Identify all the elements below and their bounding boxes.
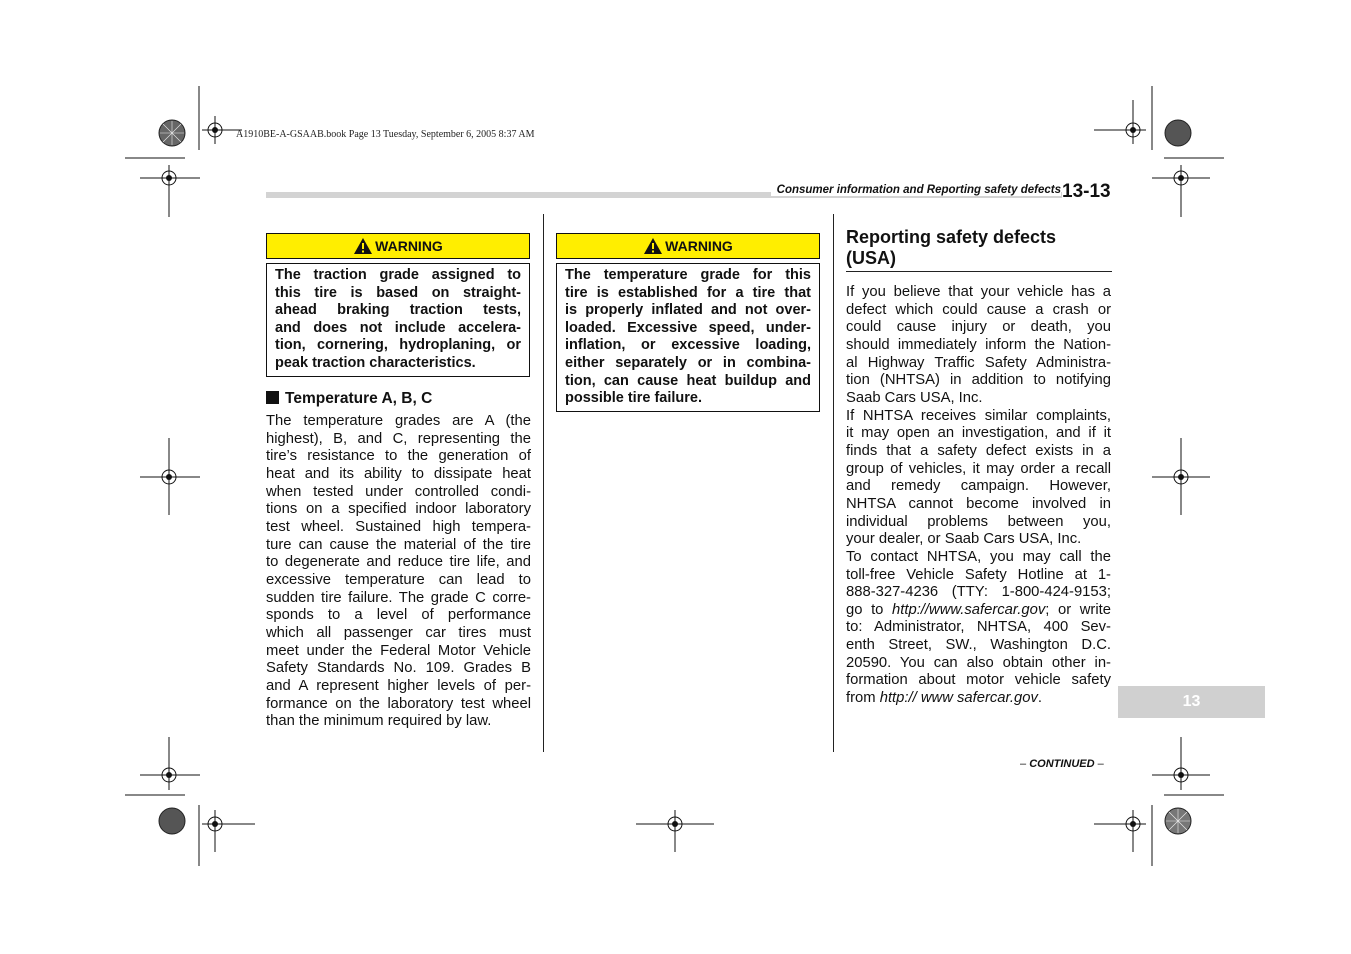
- text-line: test wheel. Sustained high tempera-: [266, 518, 531, 535]
- text-line: is properly inflated and not over-: [565, 302, 811, 319]
- warning-label: WARNING: [375, 238, 443, 254]
- text-line: NHTSA cannot become involved in: [846, 495, 1111, 512]
- text-line: loaded. Excessive speed, under-: [565, 319, 811, 336]
- text-line-url: [846, 690, 1111, 708]
- dash: –: [1020, 758, 1030, 770]
- title-line: (USA): [846, 248, 896, 268]
- text-line: ahead braking traction tests,: [275, 302, 521, 319]
- text-line: finds that a safety defect exists in a: [846, 442, 1111, 459]
- page-number: 13-13: [1062, 181, 1115, 203]
- text-line: inflation, or excessive loading,: [565, 337, 811, 354]
- warning-text: [266, 263, 530, 377]
- file-info-line: A1910BE-A-GSAAB.book Page 13 Tuesday, September 6, 2005 8:37 AM: [236, 129, 535, 140]
- text-line: tion (NHTSA) in addition to notifying: [846, 372, 1111, 389]
- text: from: [846, 690, 880, 707]
- text-line: enth Street, SW., Washington D.C.: [846, 637, 1111, 654]
- text-line: this tire is based on straight-: [275, 284, 521, 301]
- text-line: highest), B, and C, representing the: [266, 430, 531, 447]
- text-line: group of vehicles, it may order a recall: [846, 460, 1111, 477]
- running-header-title: Consumer information and Reporting safety defects: [771, 184, 1061, 196]
- warning-box-traction: [266, 233, 530, 377]
- chapter-tab: 13: [1118, 686, 1265, 718]
- text-line: excessive temperature can lead to: [266, 571, 531, 588]
- safercar-url: http:// www safercar.gov: [879, 690, 1038, 707]
- warning-header: [556, 233, 820, 259]
- square-bullet-icon: [266, 391, 279, 404]
- text: ; or write: [1045, 601, 1111, 618]
- text-line: it may open an investigation, and if it: [846, 425, 1111, 442]
- text-line: tion, cornering, hydroplaning, or: [275, 337, 521, 354]
- text-line: individual problems between you,: [846, 513, 1111, 530]
- text-line: and A represent higher levels of per-: [266, 677, 531, 694]
- text-line: to: Administrator, NHTSA, 400 Sev-: [846, 619, 1111, 636]
- warning-box-temperature: [556, 233, 820, 412]
- text-line: and remedy campaign. However,: [846, 478, 1111, 495]
- text-line: sponds to a level of performance: [266, 607, 531, 624]
- text-line: defect which could cause a crash or: [846, 301, 1111, 318]
- dash: –: [1094, 758, 1104, 770]
- text-line: when tested under controlled condi-: [266, 483, 531, 500]
- text-line: To contact NHTSA, you may call the: [846, 548, 1111, 565]
- text-line: to degenerate and reduce tire life, and: [266, 554, 531, 571]
- text-line: possible tire failure.: [565, 390, 702, 407]
- continued-label: CONTINUED: [1029, 758, 1095, 770]
- text-line: and does not include accelera-: [275, 319, 521, 336]
- text-line: toll-free Vehicle Safety Hotline at 1-: [846, 566, 1111, 583]
- heading-text: Temperature A, B, C: [285, 390, 433, 407]
- title-underline: [846, 271, 1112, 272]
- text: .: [1037, 690, 1043, 707]
- text-line: Saab Cars USA, Inc.: [846, 389, 983, 406]
- text-line: formation about motor vehicle safety: [846, 672, 1111, 689]
- text-line: 20590. You can also obtain other in-: [846, 654, 1111, 671]
- warning-text: [556, 263, 820, 412]
- text-line: sudden tire failure. The grade C corre-: [266, 589, 531, 606]
- warning-label: WARNING: [665, 238, 733, 254]
- warning-triangle-icon: [353, 237, 373, 255]
- section-title-reporting: [846, 227, 1112, 269]
- text-line: which all passenger car tires must: [266, 624, 531, 641]
- text-line: tions on a specified indoor laboratory: [266, 501, 531, 518]
- text-line: formance on the laboratory test wheel: [266, 695, 531, 712]
- column-divider-2: [833, 214, 834, 752]
- continued-marker: [1020, 758, 1104, 770]
- text-line: should immediately inform the Nation-: [846, 336, 1111, 353]
- column-divider-1: [543, 214, 544, 752]
- temperature-paragraph: [266, 413, 531, 731]
- title-line: Reporting safety defects: [846, 227, 1057, 247]
- text-line: meet under the Federal Motor Vehicle: [266, 642, 531, 659]
- text-line: than the minimum required by law.: [266, 713, 492, 730]
- text-line: al Highway Traffic Safety Administra-: [846, 354, 1111, 371]
- nhtsa-url: http://www.safercar.gov: [892, 601, 1046, 618]
- text-line: The traction grade assigned to: [275, 267, 521, 283]
- text-line: tire’s resistance to the generation of: [266, 448, 531, 465]
- text-line: your dealer, or Saab Cars USA, Inc.: [846, 531, 1082, 548]
- text-line: heat and its ability to dissipate heat: [266, 465, 531, 482]
- text-line: If you believe that your vehicle has a: [846, 284, 1111, 300]
- text-line: could cause injury or death, you: [846, 319, 1111, 336]
- text-line: ture can cause the material of the tire: [266, 536, 531, 553]
- text-line: tion, can cause heat buildup and: [565, 372, 811, 389]
- text-line: 888-327-4236 (TTY: 1-800-424-9153;: [846, 584, 1111, 601]
- text-line: If NHTSA receives similar complaints,: [846, 407, 1111, 424]
- text-line: peak traction characteristics.: [275, 354, 476, 371]
- text-line: The temperature grade for this: [565, 267, 811, 283]
- text-line: either separately or in combina-: [565, 354, 811, 371]
- text-line: The temperature grades are A (the: [266, 413, 531, 429]
- text-line: tire is established for a tire that: [565, 284, 811, 301]
- text-line: Safety Standards No. 109. Grades B: [266, 660, 531, 677]
- warning-header: [266, 233, 530, 259]
- section-heading-temperature: [266, 390, 432, 408]
- text: go to: [846, 601, 893, 618]
- text-line-url: [846, 602, 1111, 620]
- warning-triangle-icon: [643, 237, 663, 255]
- reporting-paragraph: [846, 284, 1111, 708]
